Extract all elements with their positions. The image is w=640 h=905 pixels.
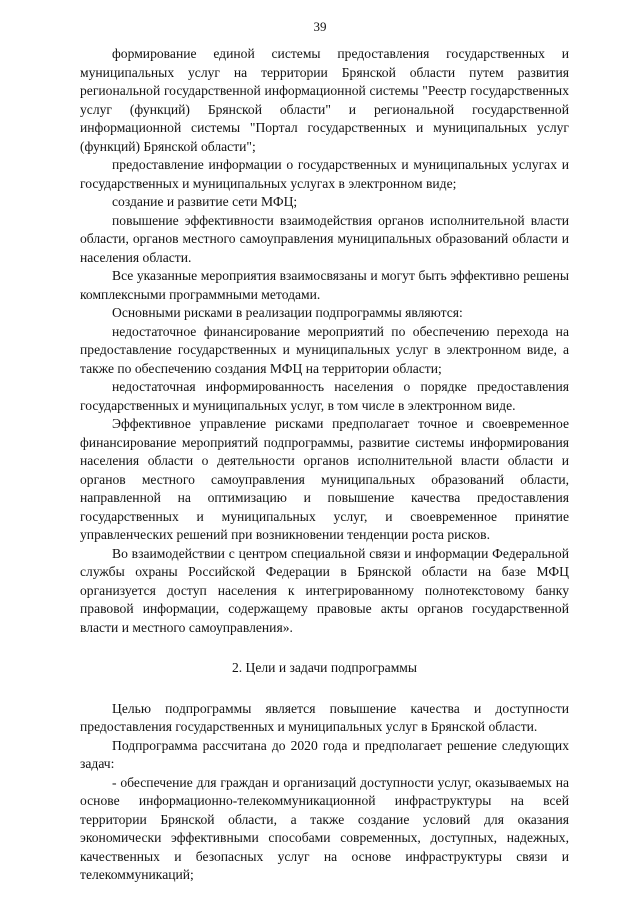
section-heading: 2. Цели и задачи подпрограммы xyxy=(231,660,418,675)
paragraph: Подпрограмма рассчитана до 2020 года и предполагает решение следующих задач: xyxy=(80,737,569,771)
paragraph: Эффективное управление рисками предполагает точное и своевременное финансирование мероприятий подпрограммы, развитие системы информирования населения области о деятельности органов исполнительной власти области и органов местного самоуправления муниципальных образований области, направленной на оптимизацию и повышение качества предоставления государственных и муниципальных услуг, и своевременное принятие управленческих решений при возникновении тенденции роста рисков. xyxy=(80,416,569,542)
paragraph: - обеспечение для граждан и организаций доступности услуг, оказываемых на основе информационно-телекоммуникационной инфраструктуры на всей территории Брянской области, а также создание условий для оказания экономически эффективными способами современных, доступных, надежных, качественных и безопасных услуг на основе инфраструктуры связи и телекоммуникаций; xyxy=(80,774,569,882)
paragraph: недостаточная информированность населения о порядке предоставления государственных и муниципальных услуг, в том числе в электронном виде. xyxy=(80,379,569,413)
paragraph: Целью подпрограммы является повышение качества и доступности предоставления государственных и муниципальных услуг в Брянской области. xyxy=(80,700,569,734)
paragraph: недостаточное финансирование мероприятий по обеспечению перехода на предоставление государственных и муниципальных услуг в электронном виде, а также по обеспечению создания МФЦ на территории области; xyxy=(80,323,569,376)
paragraph: создание и развитие сети МФЦ; xyxy=(112,194,298,209)
paragraph: предоставление информации о государственных и муниципальных услугах и государственных и муниципальных услугах в электронном виде; xyxy=(80,157,569,191)
page-number: 39 xyxy=(313,19,327,34)
paragraph: Во взаимодействии с центром специальной связи и информации Федеральной службы охраны Российской Федерации в Брянской области на базе МФЦ организуется доступ населения к интегрированному полнотекстовому банку правовой информации, содержащему правовые акты органов государственной власти и местного самоуправления». xyxy=(80,545,569,635)
paragraph: Все указанные мероприятия взаимосвязаны и могут быть эффективно решены комплексными программными методами. xyxy=(80,268,569,302)
paragraph: повышение эффективности взаимодействия органов исполнительной власти области, органов местного самоуправления муниципальных образований области и населения области. xyxy=(80,212,569,265)
paragraph: Основными рисками в реализации подпрограммы являются: xyxy=(112,305,463,320)
document-body xyxy=(80,45,569,885)
paragraph: формирование единой системы предоставления государственных и муниципальных услуг на территории Брянской области путем развития региональной государственной информационной системы "Реестр государственных услуг (функций) Брянской области" и региональной государственной информационной системы "Портал государственных и муниципальных услуг (функций) Брянской области"; xyxy=(80,46,569,154)
